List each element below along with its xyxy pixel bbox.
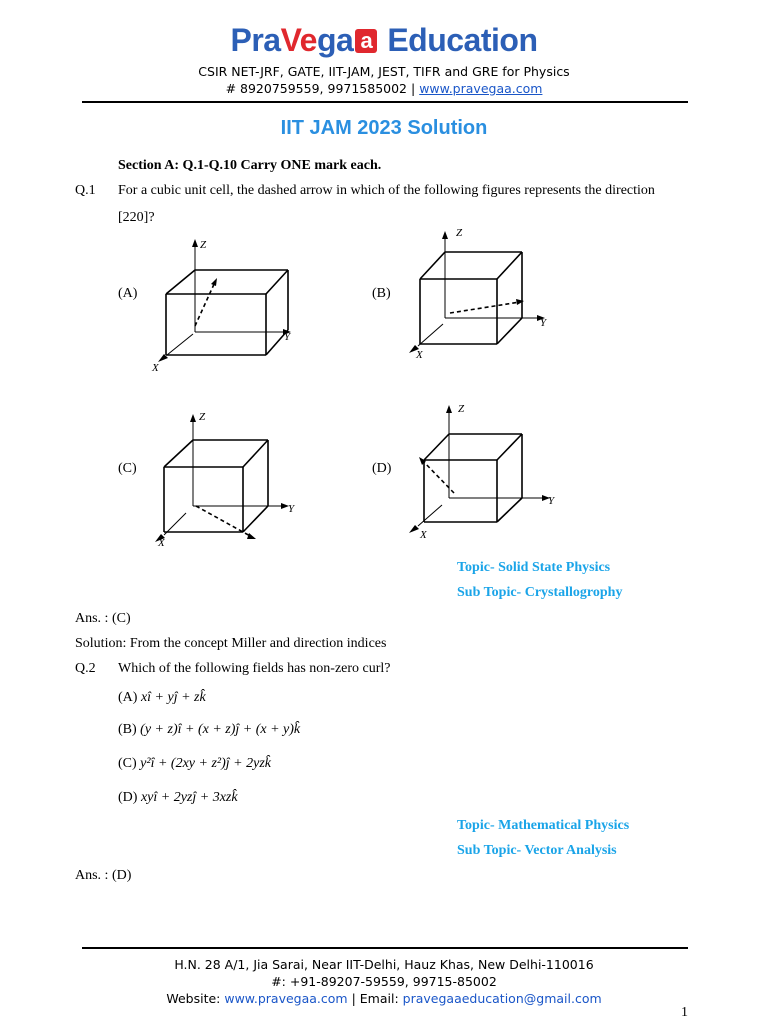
header-website-link[interactable]: www.pravegaa.com <box>419 81 543 96</box>
q1-option-a-label: (A) <box>118 286 138 301</box>
q1-fig-d-y-label: Y <box>548 495 555 507</box>
q2-option-b-expr: (y + z)î + (x + z)ĵ + (x + y)k̂ <box>140 722 301 737</box>
footer-address: H.N. 28 A/1, Jia Sarai, Near IIT-Delhi, Hauz Khas, New Delhi-110016 <box>174 957 594 972</box>
footer-contact <box>0 991 768 1006</box>
q1-figure-c <box>146 405 306 550</box>
page-title: IIT JAM 2023 Solution <box>280 117 488 139</box>
q1-fig-a-y-label: Y <box>284 331 291 343</box>
q1-answer: Ans. : (C) <box>75 611 131 626</box>
q2-option-d-expr: xyî + 2yzĵ + 3xzk̂ <box>140 790 238 805</box>
q1-fig-d-x-label: X <box>420 529 427 541</box>
q1-option-b-label: (B) <box>372 286 391 301</box>
q2-option-a-expr: xî + yĵ + zk̂ <box>140 690 206 705</box>
header-contact <box>0 81 768 96</box>
q1-fig-c-y-label: Y <box>288 503 295 515</box>
q1-option-d-label: (D) <box>372 461 392 476</box>
q1-option-c-label: (C) <box>118 461 137 476</box>
q1-fig-b-y-label: Y <box>540 317 547 329</box>
q1-figure-a <box>148 234 298 374</box>
q1-fig-c-z-label: Z <box>199 411 206 423</box>
brand-ga: ga <box>316 22 354 58</box>
q2-answer: Ans. : (D) <box>75 868 132 883</box>
q1-solution: Solution: From the concept Miller and direction indices <box>75 636 387 651</box>
q1-text-line1: For a cubic unit cell, the dashed arrow in which of the following figures represents the direction <box>118 183 655 198</box>
q1-fig-d-z-label: Z <box>458 403 465 415</box>
footer-phones: #: +91-89207-59559, 99715-85002 <box>271 974 497 989</box>
header-phones: # 8920759559, 9971585002 | <box>225 81 416 96</box>
q1-fig-a-z-label: Z <box>200 239 207 251</box>
q1-topic: Topic- Solid State Physics <box>457 560 611 575</box>
footer-email-link[interactable]: pravegaaeducation@gmail.com <box>402 991 602 1006</box>
brand-pra: Pra <box>230 22 281 58</box>
q2-option-b <box>118 722 300 738</box>
q2-option-c <box>118 756 271 772</box>
q2-option-b-label: (B) <box>118 722 137 737</box>
brand-education: Education <box>387 22 538 58</box>
brand-a-box: a <box>355 29 377 53</box>
q1-fig-b-z-label: Z <box>456 227 463 239</box>
q2-text: Which of the following fields has non-zero curl? <box>118 661 391 676</box>
footer-email-label: | Email: <box>351 991 399 1006</box>
q1-fig-b-x-label: X <box>416 349 423 361</box>
q1-fig-c-x-label: X <box>158 537 165 549</box>
q2-option-d <box>118 790 238 806</box>
q2-subtopic: Sub Topic- Vector Analysis <box>457 843 617 858</box>
q2-option-c-label: (C) <box>118 756 137 771</box>
footer-divider <box>82 947 688 949</box>
footer-website-link[interactable]: www.pravegaa.com <box>224 991 348 1006</box>
header-divider <box>82 101 688 103</box>
q2-option-a-label: (A) <box>118 690 138 705</box>
q1-text-line2: [220]? <box>118 210 155 225</box>
q1-figure-d <box>402 400 562 545</box>
footer-website-label: Website: <box>166 991 221 1006</box>
q2-number: Q.2 <box>75 661 96 676</box>
q2-topic: Topic- Mathematical Physics <box>457 818 630 833</box>
brand-logo <box>0 22 768 59</box>
header-tagline: CSIR NET-JRF, GATE, IIT-JAM, JEST, TIFR and GRE for Physics <box>198 64 570 79</box>
q2-option-a <box>118 690 206 706</box>
q1-number: Q.1 <box>75 183 96 198</box>
q1-subtopic: Sub Topic- Crystallogrophy <box>457 585 623 600</box>
q2-option-d-label: (D) <box>118 790 138 805</box>
brand-ve: Ve <box>280 22 317 58</box>
q1-fig-a-x-label: X <box>152 362 159 374</box>
page-number: 1 <box>681 1005 688 1020</box>
section-heading: Section A: Q.1-Q.10 Carry ONE mark each. <box>118 158 382 173</box>
q1-figure-b <box>400 222 560 367</box>
q2-option-c-expr: y²î + (2xy + z²)ĵ + 2yzk̂ <box>140 756 271 771</box>
